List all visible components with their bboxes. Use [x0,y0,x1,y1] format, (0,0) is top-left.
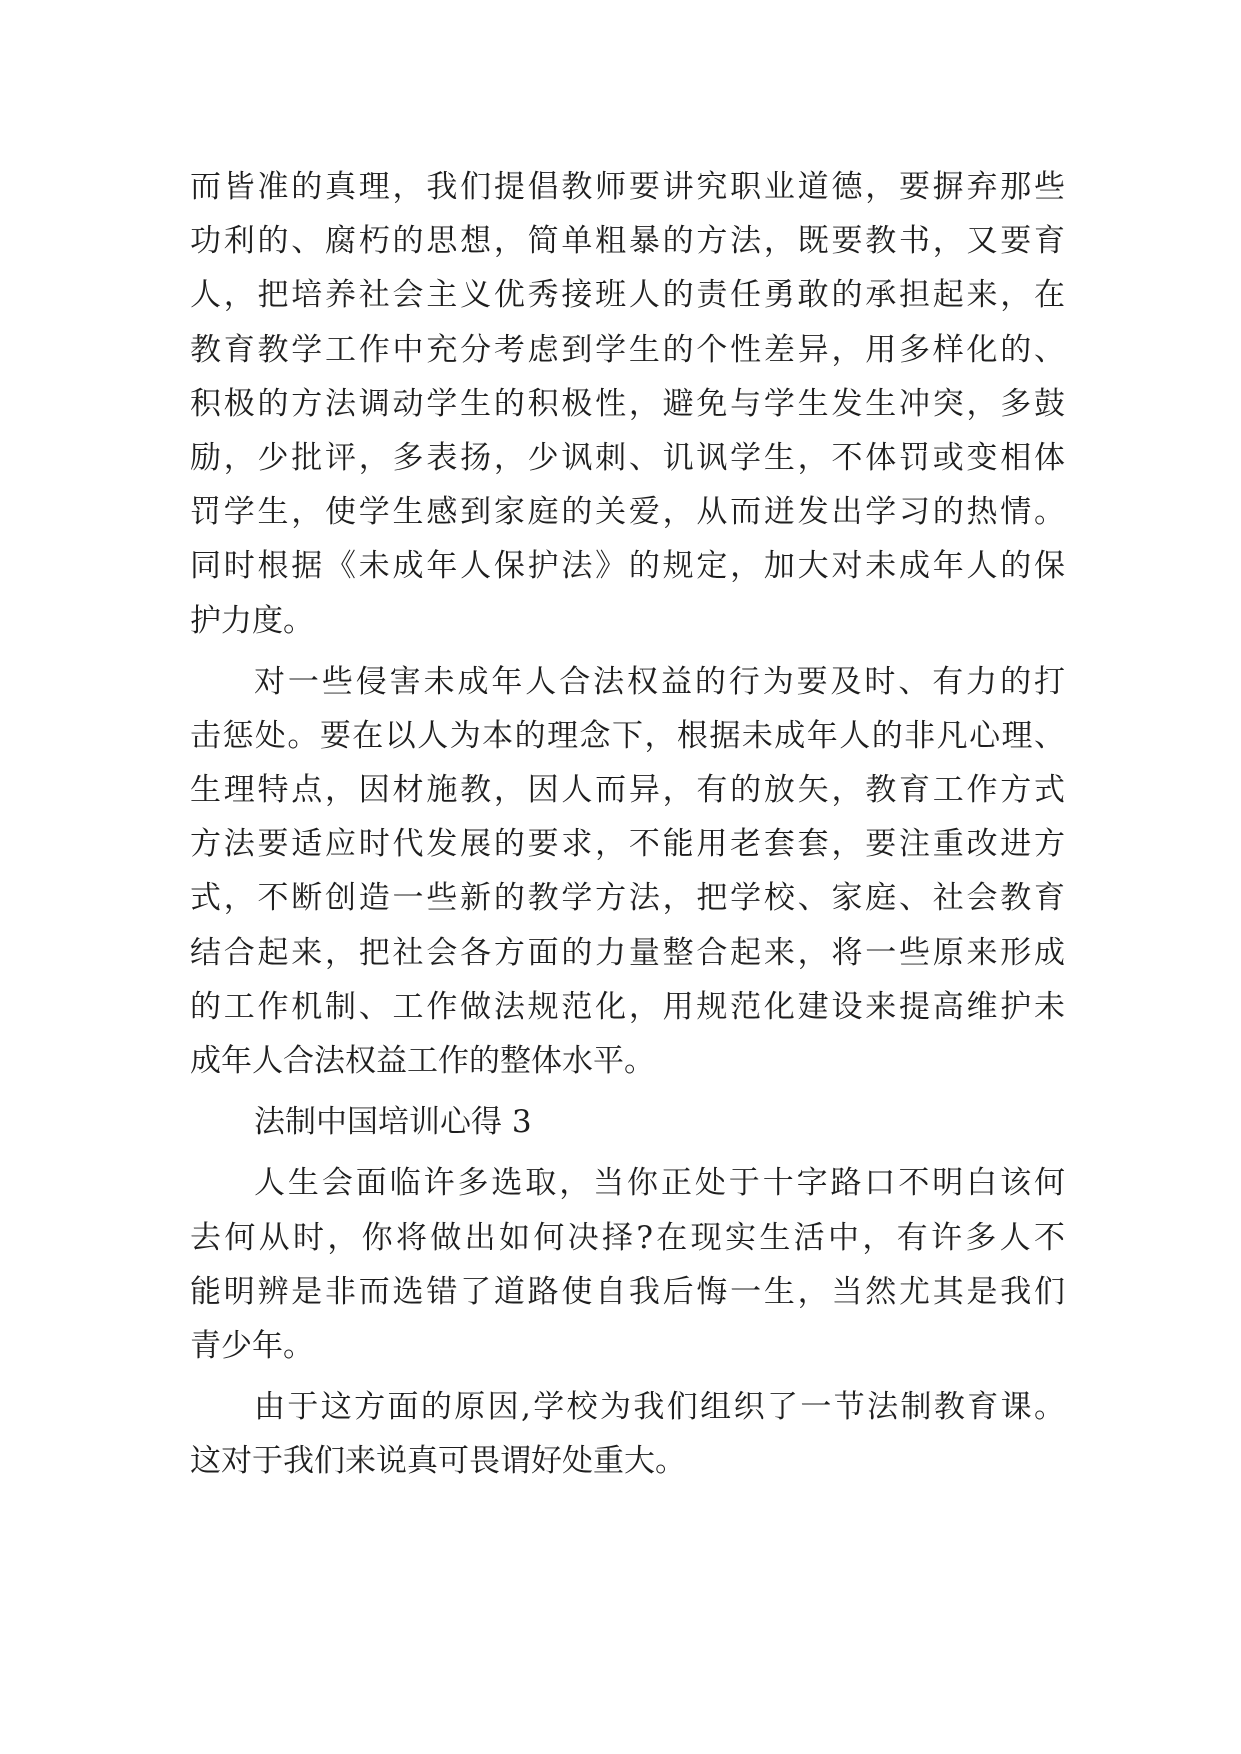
text-line: 结合起来，把社会各方面的力量整合起来，将一些原来形成 [190,934,1065,971]
text-line: 对一些侵害未成年人合法权益的行为要及时、有力的打 [254,663,1065,700]
text-line: 人，把培养社会主义优秀接班人的责任勇敢的承担起来，在 [190,277,1065,314]
text-line: 积极的方法调动学生的积极性，避免与学生发生冲突，多鼓 [190,385,1065,422]
paragraph [190,160,1065,648]
text-line: 教育教学工作中充分考虑到学生的个性差异，用多样化的、 [190,331,1065,368]
text-line: 罚学生，使学生感到家庭的关爱，从而迸发出学习的热情。 [190,494,1065,531]
text-line: 式，不断创造一些新的教学方法，把学校、家庭、社会教育 [190,880,1065,917]
text-line: 这对于我们来说真可畏谓好处重大。 [190,1443,686,1480]
text-line: 青少年。 [190,1327,314,1364]
paragraph-gap [190,1149,1065,1156]
paragraph-gap [190,648,1065,655]
document-body [190,160,1065,1489]
text-line: 的工作机制、工作做法规范化，用规范化建设来提高维护未 [190,988,1065,1025]
paragraph [190,1380,1065,1488]
text-line: 击惩处。要在以人为本的理念下，根据未成年人的非凡心理、 [190,717,1065,754]
paragraph-gap [190,1373,1065,1380]
text-line: 励，少批评，多表扬，少讽刺、讥讽学生，不体罚或变相体 [190,439,1065,476]
text-line: 能明辨是非而选错了道路使自我后悔一生，当然尤其是我们 [190,1273,1065,1310]
paragraph [190,655,1065,1089]
text-line: 去何从时，你将做出如何决择?在现实生活中，有许多人不 [190,1219,1065,1256]
text-line: 护力度。 [190,602,314,639]
section-heading: 法制中国培训心得 3 [254,1104,532,1141]
text-line: 成年人合法权益工作的整体水平。 [190,1043,655,1079]
paragraph-gap [190,1088,1065,1095]
text-line: 生理特点，因材施教，因人而异，有的放矢，教育工作方式 [190,772,1065,809]
text-line: 功利的、腐朽的思想，简单粗暴的方法，既要教书，又要育 [190,223,1065,260]
paragraph [190,1156,1065,1373]
text-line: 方法要适应时代发展的要求，不能用老套套，要注重改进方 [190,826,1065,863]
text-line: 由于这方面的原因,学校为我们组织了一节法制教育课。 [254,1389,1065,1426]
text-line: 同时根据《未成年人保护法》的规定，加大对未成年人的保 [190,548,1065,585]
text-line: 人生会面临许多选取，当你正处于十字路口不明白该何 [254,1165,1065,1202]
text-line: 而皆准的真理，我们提倡教师要讲究职业道德，要摒弃那些 [190,169,1065,205]
